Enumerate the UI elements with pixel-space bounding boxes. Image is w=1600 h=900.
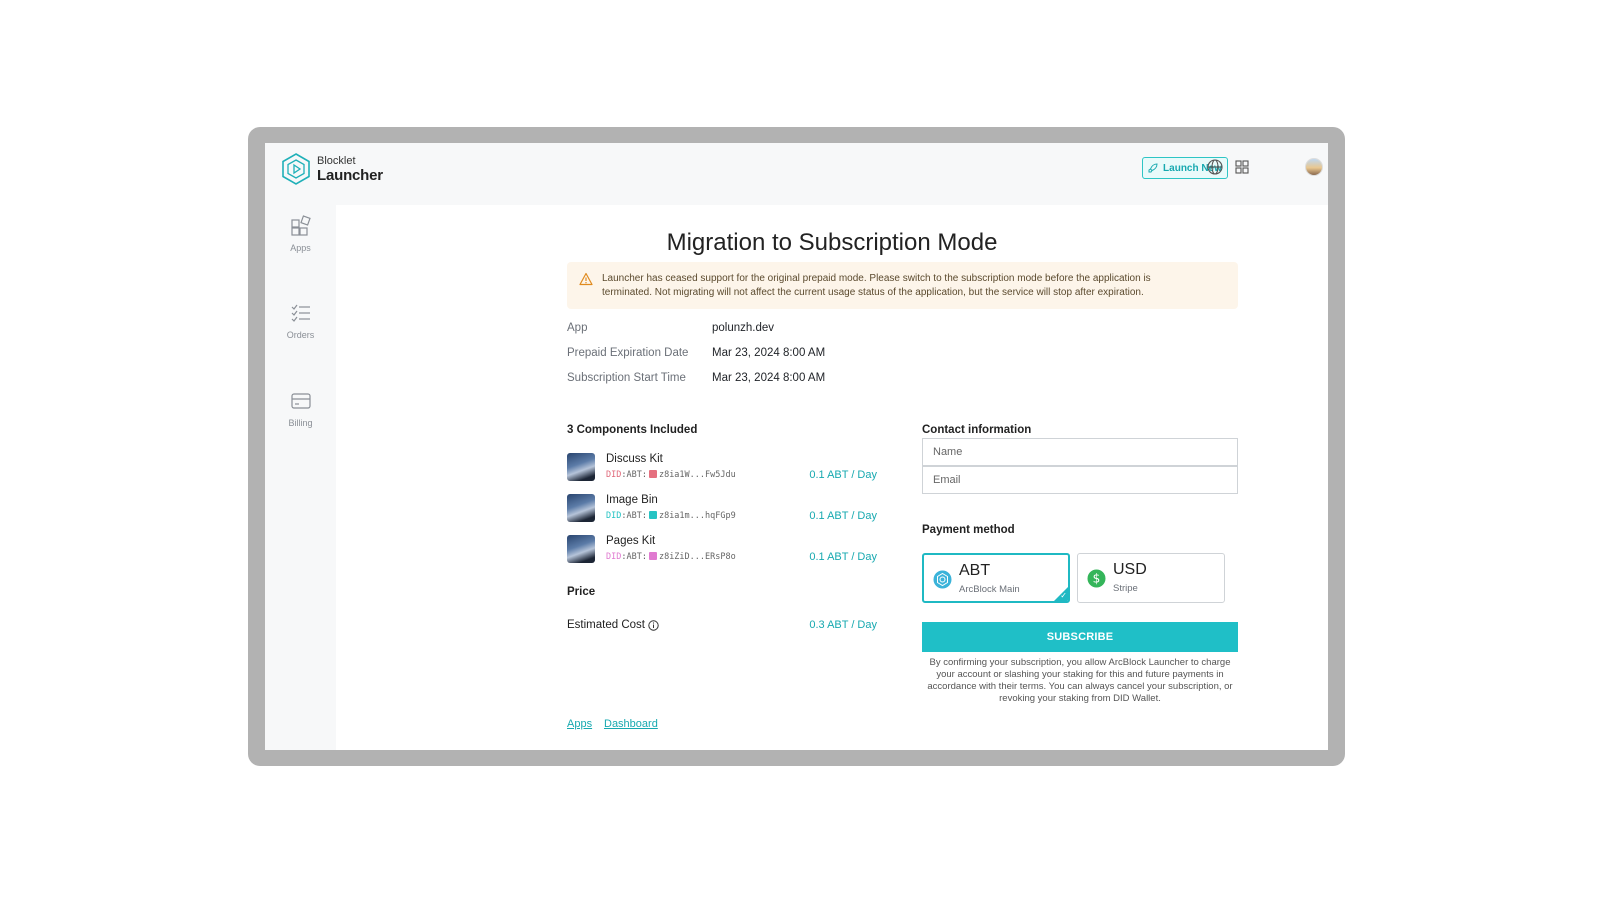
- info-label-app: App: [567, 322, 588, 334]
- info-value-prepaid-expiration: Mar 23, 2024 8:00 AM: [712, 347, 826, 359]
- payment-option-abt[interactable]: [922, 553, 1070, 603]
- main-content: [336, 205, 1328, 750]
- payment-option-name: ABT: [959, 562, 991, 579]
- name-field[interactable]: [922, 438, 1238, 466]
- component-did[interactable]: DID:ABT: z8ia1m...hqFGp9: [606, 511, 736, 521]
- component-name: Image Bin: [606, 494, 658, 506]
- did-avatar-icon: [649, 470, 657, 478]
- info-value-app: polunzh.dev: [712, 322, 775, 334]
- sidebar-item-label: Apps: [290, 243, 311, 253]
- component-thumbnail: [567, 453, 595, 481]
- orders-icon: [290, 302, 312, 324]
- warning-alert: [567, 262, 1238, 309]
- payment-option-network: Stripe: [1113, 583, 1138, 594]
- subscribe-button[interactable]: SUBSCRIBE: [922, 622, 1238, 652]
- sidebar-item-label: Orders: [286, 330, 315, 340]
- payment-heading: Payment method: [922, 524, 1015, 536]
- component-did[interactable]: DID:ABT: z8ia1W...Fw5Jdu: [606, 470, 736, 480]
- component-name: Discuss Kit: [606, 453, 663, 465]
- apps-icon: [290, 215, 312, 237]
- page-title: Migration to Subscription Mode: [666, 229, 998, 256]
- billing-icon: [290, 390, 312, 412]
- alert-message: Launcher has ceased support for the original prepaid mode. Please switch to the subscription mode before the application is terminated. Not migrating will not affect the current usage status of the application, but the service will stop after expiration.: [602, 273, 1151, 298]
- app-window: [265, 143, 1328, 750]
- info-label-subscription-start: Subscription Start Time: [567, 372, 686, 384]
- rocket-icon: [1148, 163, 1158, 173]
- component-did[interactable]: DID:ABT: z8iZiD...ERsP8o: [606, 552, 736, 562]
- sidebar: [265, 205, 336, 750]
- price-heading: Price: [567, 586, 596, 598]
- estimated-cost-value: 0.3 ABT / Day: [809, 619, 877, 631]
- components-heading: 3 Components Included: [567, 424, 698, 436]
- grid-apps-icon[interactable]: [1233, 158, 1251, 176]
- check-icon: ✓: [1060, 591, 1067, 600]
- footer-link-dashboard[interactable]: Dashboard: [604, 718, 658, 730]
- launch-new-label: Launch New: [1163, 162, 1222, 174]
- sidebar-item-label: Billing: [288, 418, 313, 428]
- payment-option-network: ArcBlock Main: [959, 584, 1020, 595]
- svg-text:$: $: [1092, 571, 1101, 586]
- component-name: Pages Kit: [606, 535, 656, 547]
- component-thumbnail: [567, 535, 595, 563]
- did-avatar-icon: [649, 511, 657, 519]
- brand-name: Launcher: [317, 167, 383, 184]
- globe-icon[interactable]: [1206, 158, 1224, 176]
- payment-option-usd[interactable]: [1077, 553, 1225, 603]
- info-label-prepaid-expiration: Prepaid Expiration Date: [567, 347, 689, 359]
- component-price: 0.1 ABT / Day: [809, 510, 877, 522]
- warning-icon: [579, 272, 593, 286]
- component-item: [567, 453, 877, 483]
- sidebar-item-orders[interactable]: [265, 302, 336, 340]
- component-price: 0.1 ABT / Day: [809, 469, 877, 481]
- payment-option-name: USD: [1113, 561, 1147, 578]
- contact-heading: Contact information: [922, 424, 1032, 436]
- arcblock-icon: [933, 570, 952, 589]
- dollar-icon: [1087, 569, 1106, 588]
- sidebar-item-apps[interactable]: [265, 215, 336, 253]
- subscription-terms: By confirming your subscription, you allow ArcBlock Launcher to charge your account or slashing your staking for this and future payments in accordance with their terms. You can always cancel your subscription, or revoking your staking from DID Wallet.: [927, 657, 1233, 704]
- component-price: 0.1 ABT / Day: [809, 551, 877, 563]
- component-item: [567, 494, 877, 524]
- info-icon[interactable]: [648, 620, 659, 631]
- component-item: [567, 535, 877, 565]
- sidebar-item-billing[interactable]: [265, 390, 336, 428]
- footer-link-apps[interactable]: Apps: [567, 718, 593, 730]
- brand-subtitle: Blocklet: [317, 155, 356, 167]
- blocklet-logo-icon[interactable]: [279, 152, 313, 186]
- estimated-cost-label: Estimated Cost: [567, 619, 659, 631]
- user-avatar[interactable]: [1305, 158, 1323, 176]
- top-bar: [265, 143, 1328, 205]
- info-value-subscription-start: Mar 23, 2024 8:00 AM: [712, 372, 826, 384]
- did-avatar-icon: [649, 552, 657, 560]
- email-field[interactable]: [922, 466, 1238, 494]
- component-thumbnail: [567, 494, 595, 522]
